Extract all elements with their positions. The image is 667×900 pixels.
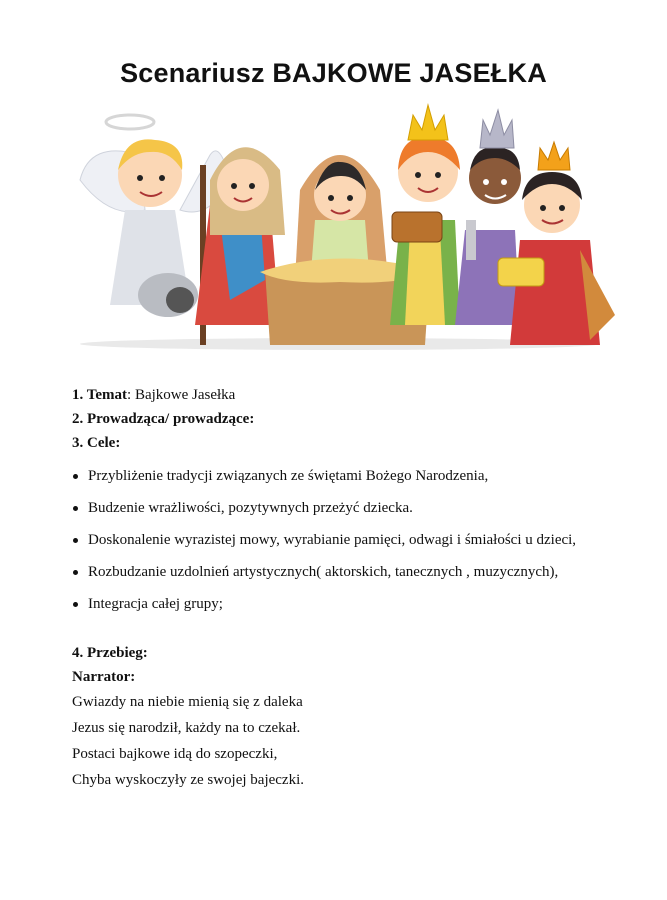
nativity-illustration xyxy=(70,100,615,350)
list-item: Integracja całej grupy; xyxy=(72,591,632,623)
document-title: Scenariusz BAJKOWE JASEŁKA xyxy=(120,58,547,88)
topic-line xyxy=(72,383,632,407)
goals-list xyxy=(72,463,632,623)
list-item: Doskonalenie wyrazistej mowy, wyrabianie pamięci, odwagi i śmiałości u dzieci, xyxy=(72,527,632,559)
topic-value: Bajkowe Jasełka xyxy=(131,387,236,403)
poem-line: Chyba wyskoczyły ze swojej bajeczki. xyxy=(72,772,305,788)
leader-label: 2. Prowadząca/ prowadzące: xyxy=(72,411,255,427)
list-item: Przybliżenie tradycji związanych ze świętami Bożego Narodzenia, xyxy=(72,463,632,495)
poem-line: Postaci bajkowe idą do szopeczki, xyxy=(72,746,278,762)
narrator-poem xyxy=(72,689,632,793)
list-item: Rozbudzanie uzdolnień artystycznych( aktorskich, tanecznych , muzycznych), xyxy=(72,559,632,591)
king-dark-figure xyxy=(455,110,521,325)
topic-label: 1. Temat xyxy=(72,387,128,403)
poem-line: Jezus się narodził, każdy na to czekał. xyxy=(72,720,301,736)
king-orange-figure xyxy=(390,105,460,325)
goals-label: 3. Cele: xyxy=(72,435,121,451)
narrator-label: Narrator: xyxy=(72,669,136,685)
topic-separator: : xyxy=(127,387,132,403)
list-item: Budzenie wrażliwości, pozytywnych przeżyć dziecka. xyxy=(72,495,632,527)
poem-line: Gwiazdy na niebie mienią się z daleka xyxy=(72,694,303,710)
document-body xyxy=(72,383,632,793)
course-label: 4. Przebieg: xyxy=(72,645,148,661)
